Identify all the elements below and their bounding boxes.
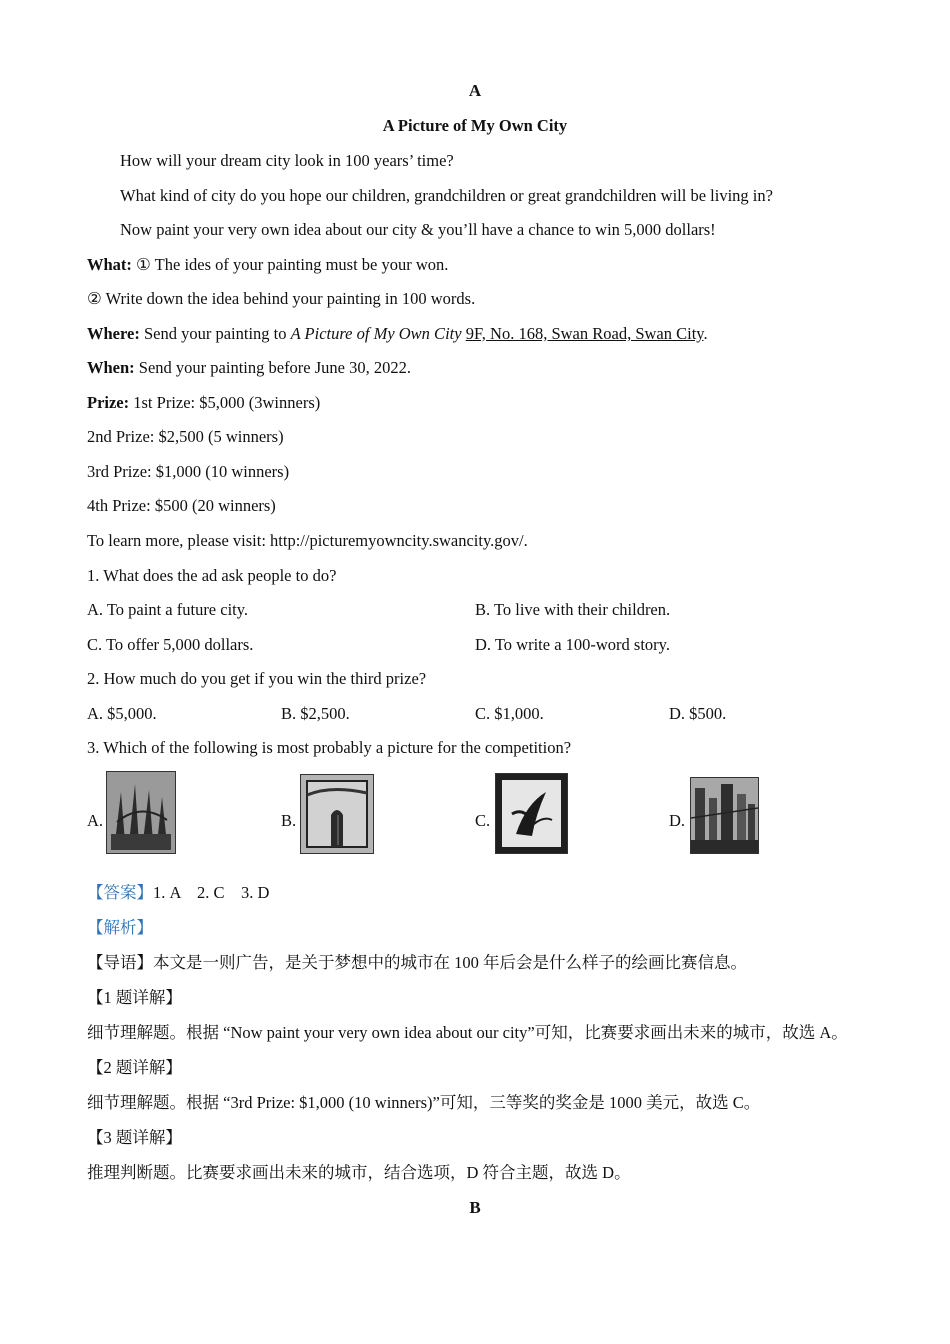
intro-line-2: What kind of city do you hope our children, grandchildren or great grandchildren will be living in? [120, 186, 773, 205]
where-label: Where: [87, 324, 140, 343]
prize-first: 1st Prize: $5,000 (3winners) [129, 393, 321, 412]
question-1-stem: 1. What does the ad ask people to do? [87, 566, 337, 585]
where-pre: Send your painting to [139, 324, 291, 343]
prize-line-1 [87, 393, 320, 413]
q1-option-c: C. To offer 5,000 dollars. [87, 635, 254, 654]
where-end: . [703, 324, 708, 343]
what-line [87, 255, 448, 275]
learn-more-line: To learn more, please visit: http://picturemyowncity.swancity.gov/. [87, 531, 528, 550]
q3-picture-a [106, 771, 176, 854]
question-2-stem: 2. How much do you get if you win the third prize? [87, 669, 427, 688]
where-line [87, 324, 708, 344]
next-passage-letter: B [469, 1198, 481, 1217]
q2-option-d: D. $500. [669, 704, 727, 723]
what-label: What: [87, 255, 132, 274]
q3-option-a-label: A. [87, 811, 104, 830]
detail-1-text: 细节理解题。根据 “Now paint your very own idea about our city”可知，比赛要求画出未来的城市，故选 A。 [87, 1023, 848, 1042]
answer-line [87, 883, 269, 903]
q2-option-a: A. $5,000. [87, 704, 157, 723]
when-text: Send your painting before June 30, 2022. [134, 358, 411, 377]
detail-3-text: 推理判断题。比赛要求画出未来的城市，结合选项，D 符合主题，故选 D。 [87, 1163, 631, 1182]
q3-picture-d [690, 777, 759, 854]
q3-option-d-label: D. [669, 811, 686, 830]
analysis-label: 【解析】 [87, 918, 153, 937]
when-label: When: [87, 358, 135, 377]
q1-option-a: A. To paint a future city. [87, 600, 249, 619]
q1-option-d: D. To write a 100-word story. [475, 635, 670, 654]
q2-option-c: C. $1,000. [475, 704, 544, 723]
intro-line-1: How will your dream city look in 100 years’ time? [120, 151, 454, 170]
q3-option-b-label: B. [281, 811, 297, 830]
detail-3-title: 【3 题详解】 [87, 1128, 182, 1147]
prize-line-2: 2nd Prize: $2,500 (5 winners) [87, 427, 284, 446]
prize-line-3: 3rd Prize: $1,000 (10 winners) [87, 462, 290, 481]
what-line-2: ② Write down the idea behind your painting in 100 words. [87, 289, 476, 308]
passage-title: A Picture of My Own City [382, 116, 568, 135]
detail-2-text: 细节理解题。根据 “3rd Prize: $1,000 (10 winners)”可知，三等奖的奖金是 1000 美元，故选 C。 [87, 1093, 761, 1112]
answer-label: 【答案】 [87, 883, 153, 902]
detail-1-title: 【1 题详解】 [87, 988, 182, 1007]
detail-2-title: 【2 题详解】 [87, 1058, 182, 1077]
guide-text: 【导语】本文是一则广告，是关于梦想中的城市在 100 年后会是什么样子的绘画比赛信息。 [87, 953, 747, 972]
where-address: 9F, No. 168, Swan Road, Swan City [465, 324, 704, 343]
q3-picture-b [300, 774, 374, 854]
q2-option-b: B. $2,500. [281, 704, 350, 723]
q3-picture-c [495, 773, 568, 854]
q3-option-c-label: C. [475, 811, 491, 830]
passage-letter: A [468, 81, 482, 100]
question-3-stem: 3. Which of the following is most probably a picture for the competition? [87, 738, 572, 757]
intro-line-3: Now paint your very own idea about our city & you’ll have a chance to win 5,000 dollars! [120, 220, 716, 239]
what-text: ① The ides of your painting must be your won. [131, 255, 449, 274]
when-line [87, 358, 411, 378]
q1-option-b: B. To live with their children. [475, 600, 671, 619]
answer-text: 1. A 2. C 3. D [153, 883, 270, 902]
where-italic: A Picture of My Own City [290, 324, 462, 343]
prize-label: Prize: [87, 393, 130, 412]
prize-line-4: 4th Prize: $500 (20 winners) [87, 496, 276, 515]
